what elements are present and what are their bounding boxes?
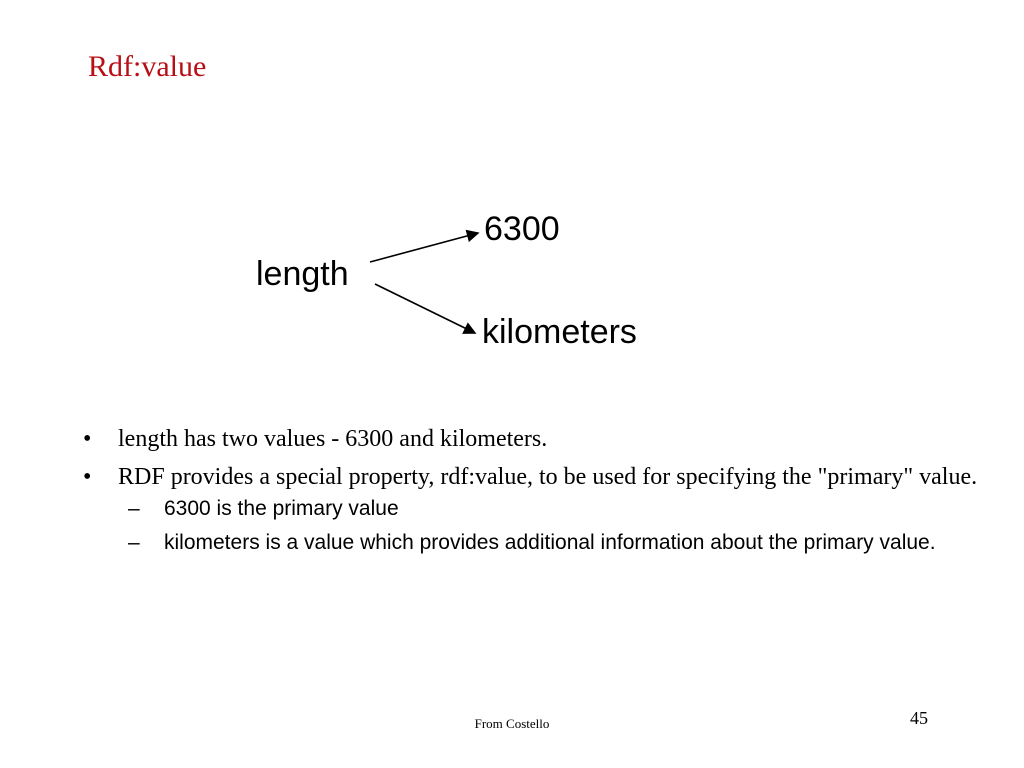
sub-bullet-item (118, 496, 980, 522)
sub-bullet-text: 6300 is the primary value (164, 497, 399, 520)
arrow-to-6300 (370, 233, 478, 262)
bullet-item (80, 424, 980, 454)
bullet-item (80, 462, 980, 556)
sub-bullet-list (118, 496, 980, 556)
page-number: 45 (910, 708, 928, 728)
diagram-value-kilometers: kilometers (482, 313, 637, 351)
sub-bullet-text: kilometers is a value which provides additional information about the primary value. (164, 531, 936, 554)
bullet-text: RDF provides a special property, rdf:value, to be used for specifying the "primary" value. (118, 464, 978, 490)
sub-bullet-marker: – (128, 497, 140, 520)
bullet-text: length has two values - 6300 and kilometers. (118, 426, 548, 452)
slide-title: Rdf:value (88, 50, 207, 83)
bullet-list (80, 424, 980, 564)
diagram-value-6300: 6300 (484, 210, 560, 248)
footer-source: From Costello (474, 716, 550, 731)
bullet-marker: • (83, 426, 92, 452)
sub-bullet-item (118, 530, 980, 556)
bullet-marker: • (83, 464, 92, 490)
arrow-to-kilometers (375, 284, 475, 333)
diagram-subject-length: length (256, 255, 349, 293)
sub-bullet-marker: – (128, 531, 140, 554)
